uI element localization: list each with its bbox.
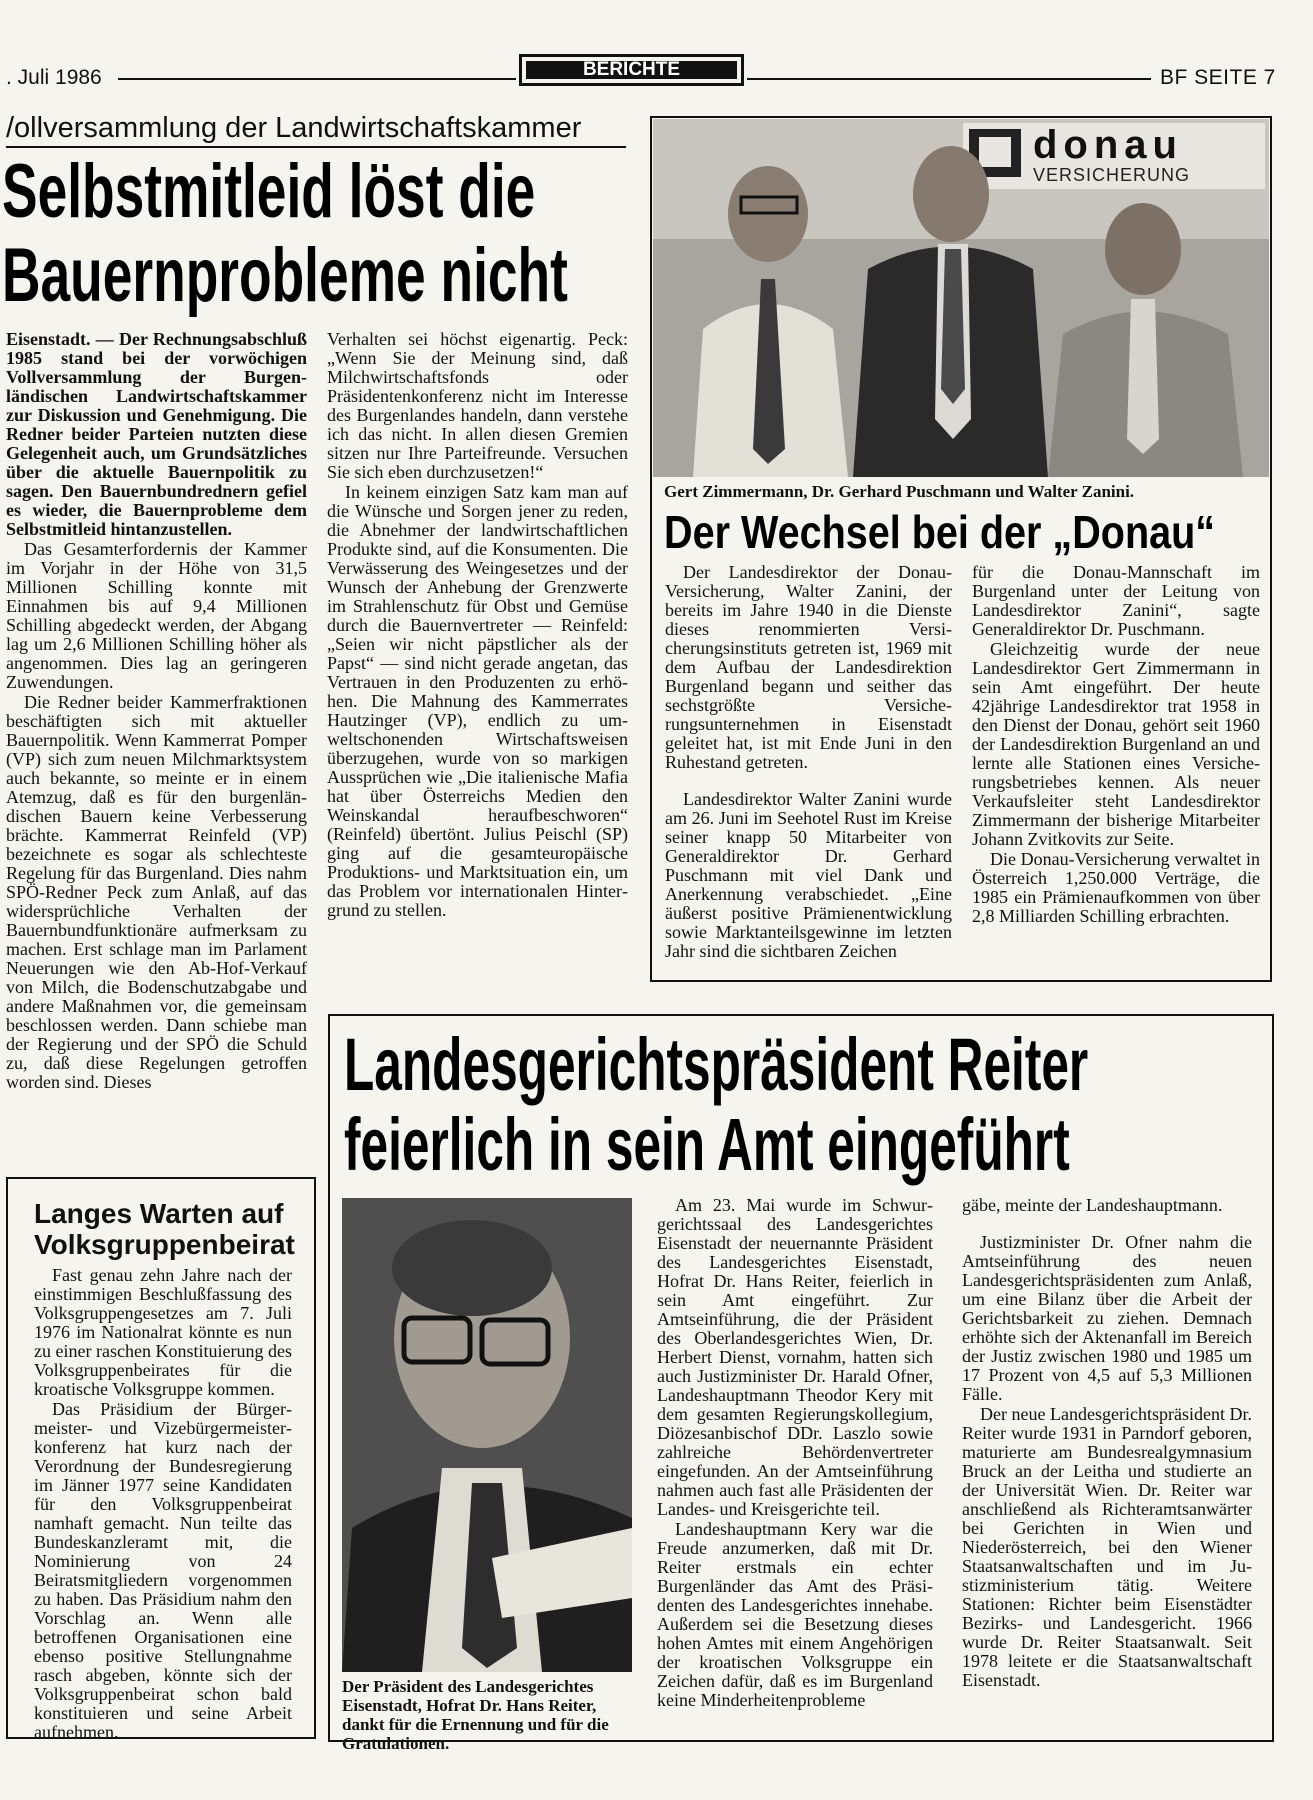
- article1-column-1: [6, 330, 307, 1092]
- donau-logo-subtitle: VERSICHERUNG: [1033, 165, 1191, 185]
- donau-paragraph: Die Donau-Versicherung verwaltet in Österreich 1,250.000 Verträge, die 1985 ein Prämienaufkommen von über 2,8 Milliarden Schilling erbrachten.: [972, 849, 1260, 926]
- kicker-rule: [6, 146, 626, 148]
- donau-headline: Der Wechsel bei der „Donau“: [664, 506, 1216, 558]
- issue-date: . Juli 1986: [6, 66, 102, 89]
- donau-paragraph: Gleichzeitig wurde der neue Landesdirektor Gert Zimmermann in sein Amt eingeführt. Der heute 42jährige Landesdirektor trat 1958 in den Dienst der Donau, gehört seit 1960 der Landesdirektion Burgenland an und lernte alle Stationen eines Versicherungsbetriebes kennen. Als neuer Verkaufsleiter steht Landesdirektor Zimmermann der bisherige Mitarbeiter Johann Zvitkovits zur Seite.: [972, 639, 1260, 849]
- article1-kicker: /ollversammlung der Landwirtschaftskammer: [6, 112, 582, 144]
- donau-paragraph: Landesdirektor Walter Zanini wurde am 26. Juni im Seehotel Rust im Kreise seiner knapp 50 Mitarbeiter von Generaldirektor Dr. Gerhard Puschmann mit viel Dank und Anerkennung verabschiedet. „Eine äußerst positive Prämienentwicklung sowie Marktanteilsgewinne im letzten Jahr sind die sichtbaren Zeichen: [665, 789, 952, 961]
- donau-column-1: [665, 563, 952, 961]
- reiter-paragraph: Am 23. Mai wurde im Schwurgerichtssaal des Landesgerichtes Eisenstadt der neuernannte Präsident des Landesgerichtes Eisenstadt, Hofrat Dr. Hans Reiter, feierlich in sein Amt eingeführt. Zur Amtseinführung, die der Präsident des Oberlandesgerichtes Wien, Dr. Herbert Dienst, vornahm, hatten sich auch Justizminister Dr. Harald Ofner, Landeshauptmann Theodor Kery mit dem gesamten Regierungskollegium, Diözesanbischof DDr. Laszlo sowie zahlreiche Behördenvertreter eingefunden. An der Amtseinführung nahmen auch fast alle Präsidenten der Landes- und Kreisgerichte teil.: [657, 1195, 933, 1519]
- header-rule-left: [118, 78, 516, 80]
- section-label-box: [519, 54, 744, 86]
- article1-column-2: [327, 330, 628, 920]
- reiter-column-2: [962, 1196, 1252, 1690]
- article1-paragraph: Das Gesamterfordernis der Kammer im Vorjahr in der Höhe von 31,5 Millionen Schilling konnte mit Einnahmen bis auf 9,4 Millionen Schilling abgedeckt werden, der Abgang lag um 2,6 Millionen Schilling höher als angenommen. Dies lag an geringeren Zuwendungen.: [6, 539, 307, 692]
- article1-headline-line1: Selbstmitleid löst die: [2, 150, 536, 235]
- article1-lead-paragraph: Eisenstadt. — Der Rechnungsabschluß 1985 stand bei der vorwöchigen Vollversammlung der Burgenländischen Landwirtschaftskammer zur Diskussion und Genehmigung. Die Redner beider Parteien nutzten diese Gelegenheit auch, um Grundsätzliches über die aktuelle Bauernpolitik zu sagen. Den Bauernbundrednern gefiel es wieder, die Bauernprobleme dem Selbstmitleid hintanzustellen.: [6, 329, 307, 539]
- reiter-photo-caption: Der Präsident des Landesgerichtes Eisenstadt, Hofrat Dr. Hans Reiter, dankt für die Ernennung und für die Gratulationen.: [342, 1677, 609, 1753]
- volksgruppe-headline-line2: Volksgruppenbeirat: [34, 1229, 295, 1260]
- reiter-headline-line2: feierlich in sein Amt eingeführt: [344, 1104, 1070, 1187]
- volksgruppe-body: [34, 1266, 292, 1742]
- section-label: BERICHTE: [526, 61, 737, 79]
- reiter-portrait-photo: [342, 1198, 632, 1672]
- reiter-column-1: [657, 1196, 933, 1710]
- article1-paragraph: Die Redner beider Kammerfraktionen beschäftigten sich mit aktueller Bauernpolitik. Wenn Kammerrat Pomper (VP) sich zum neuen Milchmarktsystem auch bekannte, so meinte er in einem Atemzug, daß es für den burgenländischen Bauern keine Verbesserung brächte. Kammerrat Reinfeld (VP) bezeichnete es sogar als schlechteste Regelung für das Burgenland. Dies nahm SPÖ-Redner Peck zum Anlaß, auf das widersprüchliche Verhalten der Bauernbundfunktionäre aufmerksam zu machen. Erst schlage man im Parlament Neuerungen wie den Ab-Hof-Verkauf von Milch, die Bodenschutzabgabe und andere Maßnahmen vor, die gemeinsam beschlossen werden. Dann schiebe man der Regierung und der SPÖ die Schuld zu, daß diese Regelungen getroffen worden sind. Dieses: [6, 692, 307, 1092]
- volksgruppe-paragraph: Fast genau zehn Jahre nach der einstimmigen Beschlußfassung des Volksgruppengesetzes am 7. Juli 1976 im Nationalrat könnte es nun zu einer raschen Konstituierung des Volksgruppenbeirates für die kroatische Volksgruppe kommen.: [34, 1265, 292, 1399]
- reiter-headline-line1: Landesgerichtspräsident Reiter: [344, 1024, 1089, 1107]
- reiter-photo-illustration: [342, 1198, 632, 1672]
- donau-column-2: [972, 563, 1260, 926]
- article1-paragraph: In keinem einzigen Satz kam man auf die Wünsche und Sorgen jener zu reden, die Abnehmer der landwirtschaftlichen Produkte sind, auf die Konsumenten. Die Verwässerung des Weingesetzes und der Wunsch der Anhebung der Grenzwerte im Strahlenschutz für Obst und Gemüse durch die Bauernvertreter — Reinfeld: „Seien wir nicht päpstlicher als der Papst“ — sind nicht gerade angetan, das Vertrauen in den Produzenten zu erhöhen. Die Mahnung des Kammerrates Hautzinger (VP), endlich zu umweltschonenden Wirtschaftsweisen überzugehen, wurde von so markigen Aussprüchen wie „Die italienische Mafia hat über Österreichs Medien den Weinskandal heraufbeschworen“ (Reinfeld) übertönt. Julius Peischl (SP) ging auf die gesamteuropäische Produktions- und Marktsituation ein, um das Problem vor internationalen Hintergrund zu stellen.: [327, 482, 628, 920]
- reiter-paragraph: Der neue Landesgerichtspräsident Dr. Reiter wurde 1931 in Parndorf geboren, maturierte am Bundesrealgymnasium Bruck an der Leitha und studierte an der Universität Wien. Dr. Reiter war anschließend als Richteramtsanwärter bei Gerichten in Wien und Niederösterreich, bei den Wiener Staatsanwaltschaften und im Justizministerium tätig. Weitere Stationen: Richter beim Eisenstädter Bezirks- und Landesgericht. 1966 wurde Dr. Reiter Staatsanwalt. Seit 1978 leitete er die Staatsanwaltschaft Eisenstadt.: [962, 1404, 1252, 1690]
- reiter-paragraph: Justizminister Dr. Ofner nahm die Amtseinführung des neuen Landesgerichtspräsidenten zum Anlaß, um eine Bilanz über die Arbeit der Gerichtsbarkeit zu ziehen. Demnach erhöhte sich der Aktenanfall im Bereich der Justiz zwischen 1980 und 1985 um 17 Prozent von 4,5 auf 5,3 Millionen Fälle.: [962, 1232, 1252, 1404]
- article1-headline-line2: Bauernprobleme nicht: [2, 234, 568, 319]
- donau-paragraph: für die Donau-Mannschaft im Burgenland unter der Leitung von Landesdirektor Zanini“, sagte Generaldirektor Dr. Puschmann.: [972, 562, 1260, 639]
- header-rule-right: [747, 78, 1151, 80]
- donau-logo-word: donau: [1033, 123, 1183, 167]
- article1-paragraph: Verhalten sei höchst eigenartig. Peck: „Wenn Sie der Meinung sind, daß Milchwirtschaftsfonds oder Präsidentenkonferenz nicht im Interesse des Burgenlandes handeln, dann verstehe ich das nicht. In allen diesen Gremien sitzen nur Ihre Parteifreunde. Versuchen Sie sich eben durchzusetzen!“: [327, 329, 628, 482]
- donau-group-photo: [653, 119, 1269, 477]
- volksgruppe-paragraph: Das Präsidium der Bürgermeister- und Vizebürgermeisterkonferenz hat kurz nach der Verordnung der Bundesregierung im Jänner 1977 seine Kandidaten für den Volksgruppenbeirat namhaft gemacht. Nun teilte das Bundeskanzleramt mit, die Nominierung von 24 Beiratsmitgliedern vorgenommen zu haben. Das Präsidium nahm den Vorschlag an. Wenn alle betroffenen Organisationen eine ebenso positive Stellungnahme rasch abgeben, könnte sich der Volksgruppenbeirat schon bald konstituieren und seine Arbeit aufnehmen.: [34, 1399, 292, 1742]
- page-number: BF SEITE 7: [1160, 66, 1276, 89]
- donau-paragraph: Der Landesdirektor der Donau-Versicherung, Walter Zanini, der bereits im Jahre 1940 in die Dienste dieses renommierten Versicherungsinstituts getreten ist, 1969 mit dem Aufbau der Landesdirektion Burgenland begann und seither das sechstgrößte Versicherungsunternehmen in Eisenstadt geleitet hat, ist mit Ende Juni in den Ruhestand getreten.: [665, 562, 952, 772]
- reiter-paragraph: Landeshauptmann Kery war die Freude anzumerken, daß mit Dr. Reiter erstmals ein echter Burgenländer das Amt des Präsidenten des Landesgerichtes innehabe. Außerdem sei die Besetzung dieses hohen Amtes mit einem Angehörigen der kroatischen Volksgruppe ein Zeichen dafür, daß es im Burgenland keine Minderheitenprobleme: [657, 1519, 933, 1710]
- volksgruppe-headline-line1: Langes Warten auf: [34, 1198, 284, 1229]
- reiter-paragraph: gäbe, meinte der Landeshauptmann.: [962, 1195, 1223, 1215]
- donau-photo-caption: Gert Zimmermann, Dr. Gerhard Puschmann und Walter Zanini.: [664, 482, 1135, 501]
